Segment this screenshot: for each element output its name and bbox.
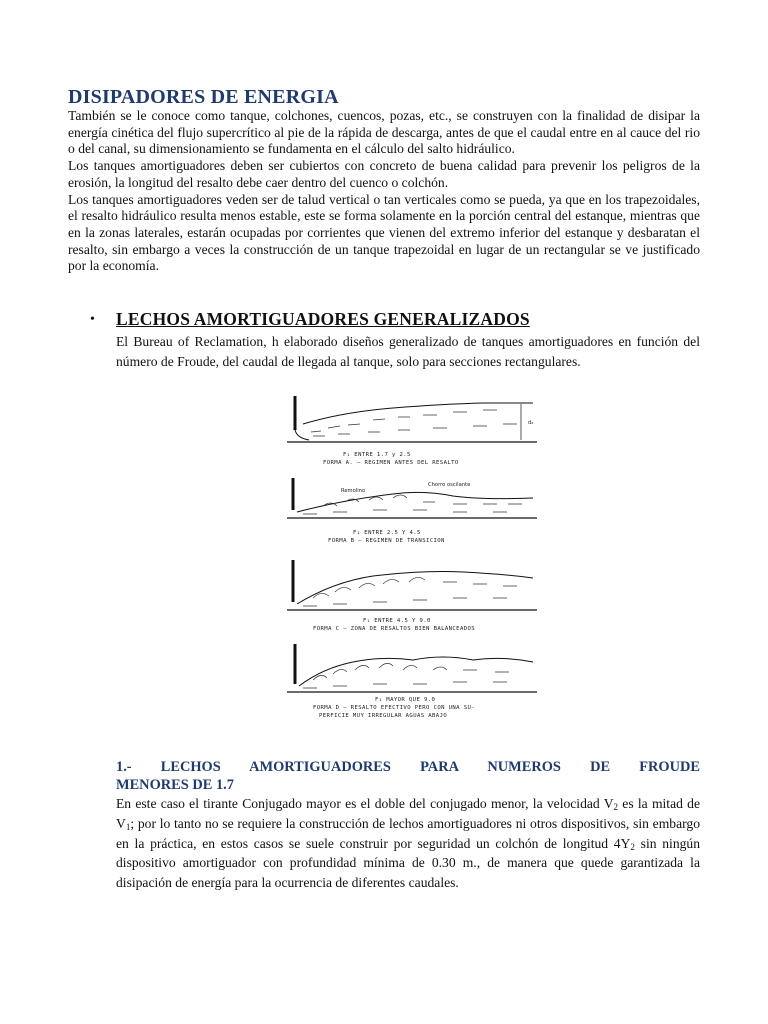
page-title: DISIPADORES DE ENERGIA <box>68 86 339 108</box>
panel-a-caption-1: F₁ ENTRE 1.7 y 2.5 <box>343 452 411 458</box>
figure-panel-b <box>283 474 537 554</box>
subsection-heading-line-2: MENORES DE 1.7 <box>116 777 234 793</box>
figure-panel-a <box>283 390 537 472</box>
panel-c-drawing <box>283 556 537 618</box>
panel-c-caption-1: F₁ ENTRE 4.5 Y 9.0 <box>363 618 431 624</box>
section-title: LECHOS AMORTIGUADORES GENERALIZADOS <box>116 309 530 329</box>
body-segment-4: sin ningún dispositivo amortiguador con profundidad mínima de 0.30 m., de manera que quede garantizada la disipación de energía para la ocurrencia de diferentes caudales. <box>116 835 701 891</box>
subsection-body <box>116 794 700 893</box>
label-d2: d₂ <box>528 420 534 426</box>
intro-paragraph-2: Los tanques amortiguadores deben ser cubiertos con concreto de buena calidad para prevenir los peligros de la erosión, la longitud del resalto debe caer dentro del cuenco o colchón. <box>68 158 700 190</box>
figure-panel-c <box>283 556 537 636</box>
bullet-icon: • <box>90 311 95 327</box>
panel-c-caption-2: FORMA C — ZONA DE RESALTOS BIEN BALANCEADOS <box>313 626 476 632</box>
panel-d-caption-3: PERFICIE MUY IRREGULAR AGUAS ABAJO <box>319 713 448 719</box>
panel-b-caption-2: FORMA B — REGIMEN DE TRANSICION <box>328 538 445 544</box>
intro-text <box>68 108 700 275</box>
body-segment-1: En este caso el tirante Conjugado mayor es el doble del conjugado menor, la velocidad V <box>116 796 614 811</box>
intro-paragraph-1: También se le conoce como tanque, colchones, cuencos, pozas, etc., se construyen con la finalidad de disipar la energía cinética del flujo supercrítico al pie de la rápida de descarga, antes de que el caudal entre en al cauce del rio o del canal, su dimensionamiento se fundamenta en el cálculo del salto hidráulico. <box>68 108 700 157</box>
subsection-heading-line-1: 1.- LECHOS AMORTIGUADORES PARA NUMEROS DE FROUDE <box>116 759 700 775</box>
intro-paragraph-3: Los tanques amortiguadores veden ser de talud vertical o tan verticales como se pueda, ya que en los trapezoidales, el resalto hidráulico resulta menos estable, este se forma solamente en la porción central del estanque, mientras que en la zonas laterales, estarán ocupadas por corrientes que vienen del extremo inferior del estanque y desbaratan el resalto, sin embargo a veces la construcción de un tanque trapezoidal en lugar de un rectangular se ve justificado por la economía. <box>68 191 700 274</box>
body-segment-3: ; por lo tanto no se requiere la construcción de lechos amortiguadores ni otros dispositivos, sin embargo en la práctica, en estos casos se suele construir por seguridad un colchón de longitud 4Y <box>116 815 700 851</box>
panel-b-caption-1: F₁ ENTRE 2.5 Y 4.5 <box>353 530 421 536</box>
panel-a-caption-2: FORMA A. — REGIMEN ANTES DEL RESALTO <box>323 460 459 466</box>
panel-d-caption-1: F₁ MAYOR QUE 9.0 <box>375 697 436 703</box>
panel-d-caption-2: FORMA D — RESALTO EFECTIVO PERO CON UNA SU- <box>313 705 476 711</box>
figure-panel-d <box>283 640 537 723</box>
body-segment-2: es la mitad de V <box>116 796 700 831</box>
hydraulic-jump-figure <box>283 390 537 723</box>
section-body: El Bureau of Reclamation, h elaborado diseños generalizado de tanques amortiguadores en función del número de Froude, del caudal de llegada al tanque, solo para secciones rectangulares. <box>116 334 700 369</box>
label-remolino: Remolino <box>341 488 366 494</box>
section-heading-row <box>90 309 710 330</box>
panel-b-drawing <box>283 474 537 526</box>
panel-a-drawing <box>283 390 537 452</box>
label-chorro-oscilante: Chorro oscilante <box>428 482 471 488</box>
panel-d-drawing <box>283 640 537 696</box>
subscript-y2: 2 <box>630 841 635 852</box>
subscript-v1: 1 <box>125 821 131 832</box>
subscript-v2: 2 <box>613 802 619 812</box>
